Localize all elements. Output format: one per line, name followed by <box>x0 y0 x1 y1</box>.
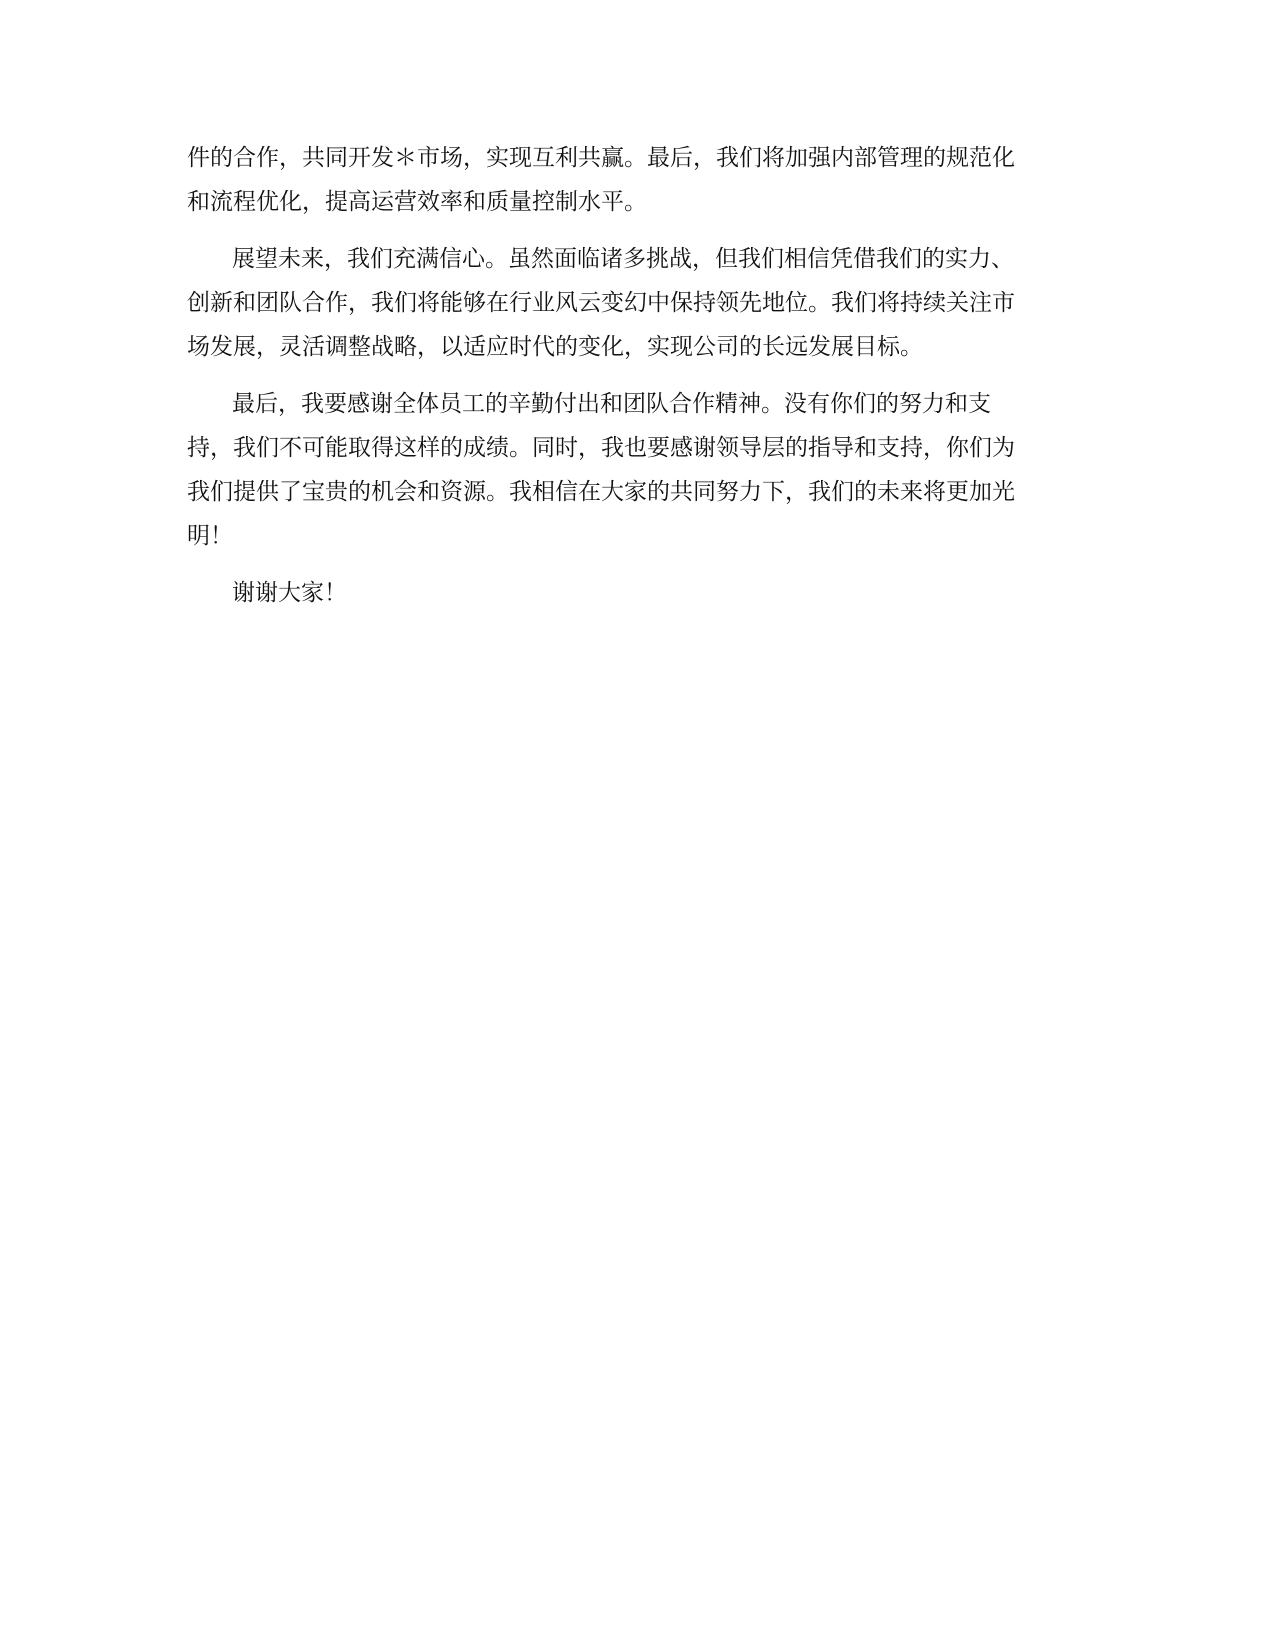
text-line: 我们提供了宝贵的机会和资源。我相信在大家的共同努力下，我们的未来将更加光 <box>187 479 1015 505</box>
paragraph-cooperation <box>187 136 1087 224</box>
text-line: 和流程优化，提高运营效率和质量控制水平。 <box>187 189 647 215</box>
text-line: 场发展，灵活调整战略，以适应时代的变化，实现公司的长远发展目标。 <box>187 334 923 360</box>
text-line: 件的合作，共同开发＊市场，实现互利共赢。最后，我们将加强内部管理的规范化 <box>187 145 1015 171</box>
document-body <box>187 136 1087 628</box>
paragraph-closing <box>187 571 1087 615</box>
paragraph-outlook <box>187 237 1087 369</box>
text-line: 持，我们不可能取得这样的成绩。同时，我也要感谢领导层的指导和支持，你们为 <box>187 435 1015 461</box>
text-line: 谢谢大家！ <box>232 580 347 606</box>
text-line: 创新和团队合作，我们将能够在行业风云变幻中保持领先地位。我们将持续关注市 <box>187 290 1015 316</box>
text-line: 展望未来，我们充满信心。虽然面临诸多挑战，但我们相信凭借我们的实力、 <box>232 246 1014 272</box>
text-line: 最后，我要感谢全体员工的辛勤付出和团队合作精神。没有你们的努力和支 <box>232 391 991 417</box>
paragraph-thanks <box>187 382 1087 558</box>
text-line: 明！ <box>187 523 233 549</box>
